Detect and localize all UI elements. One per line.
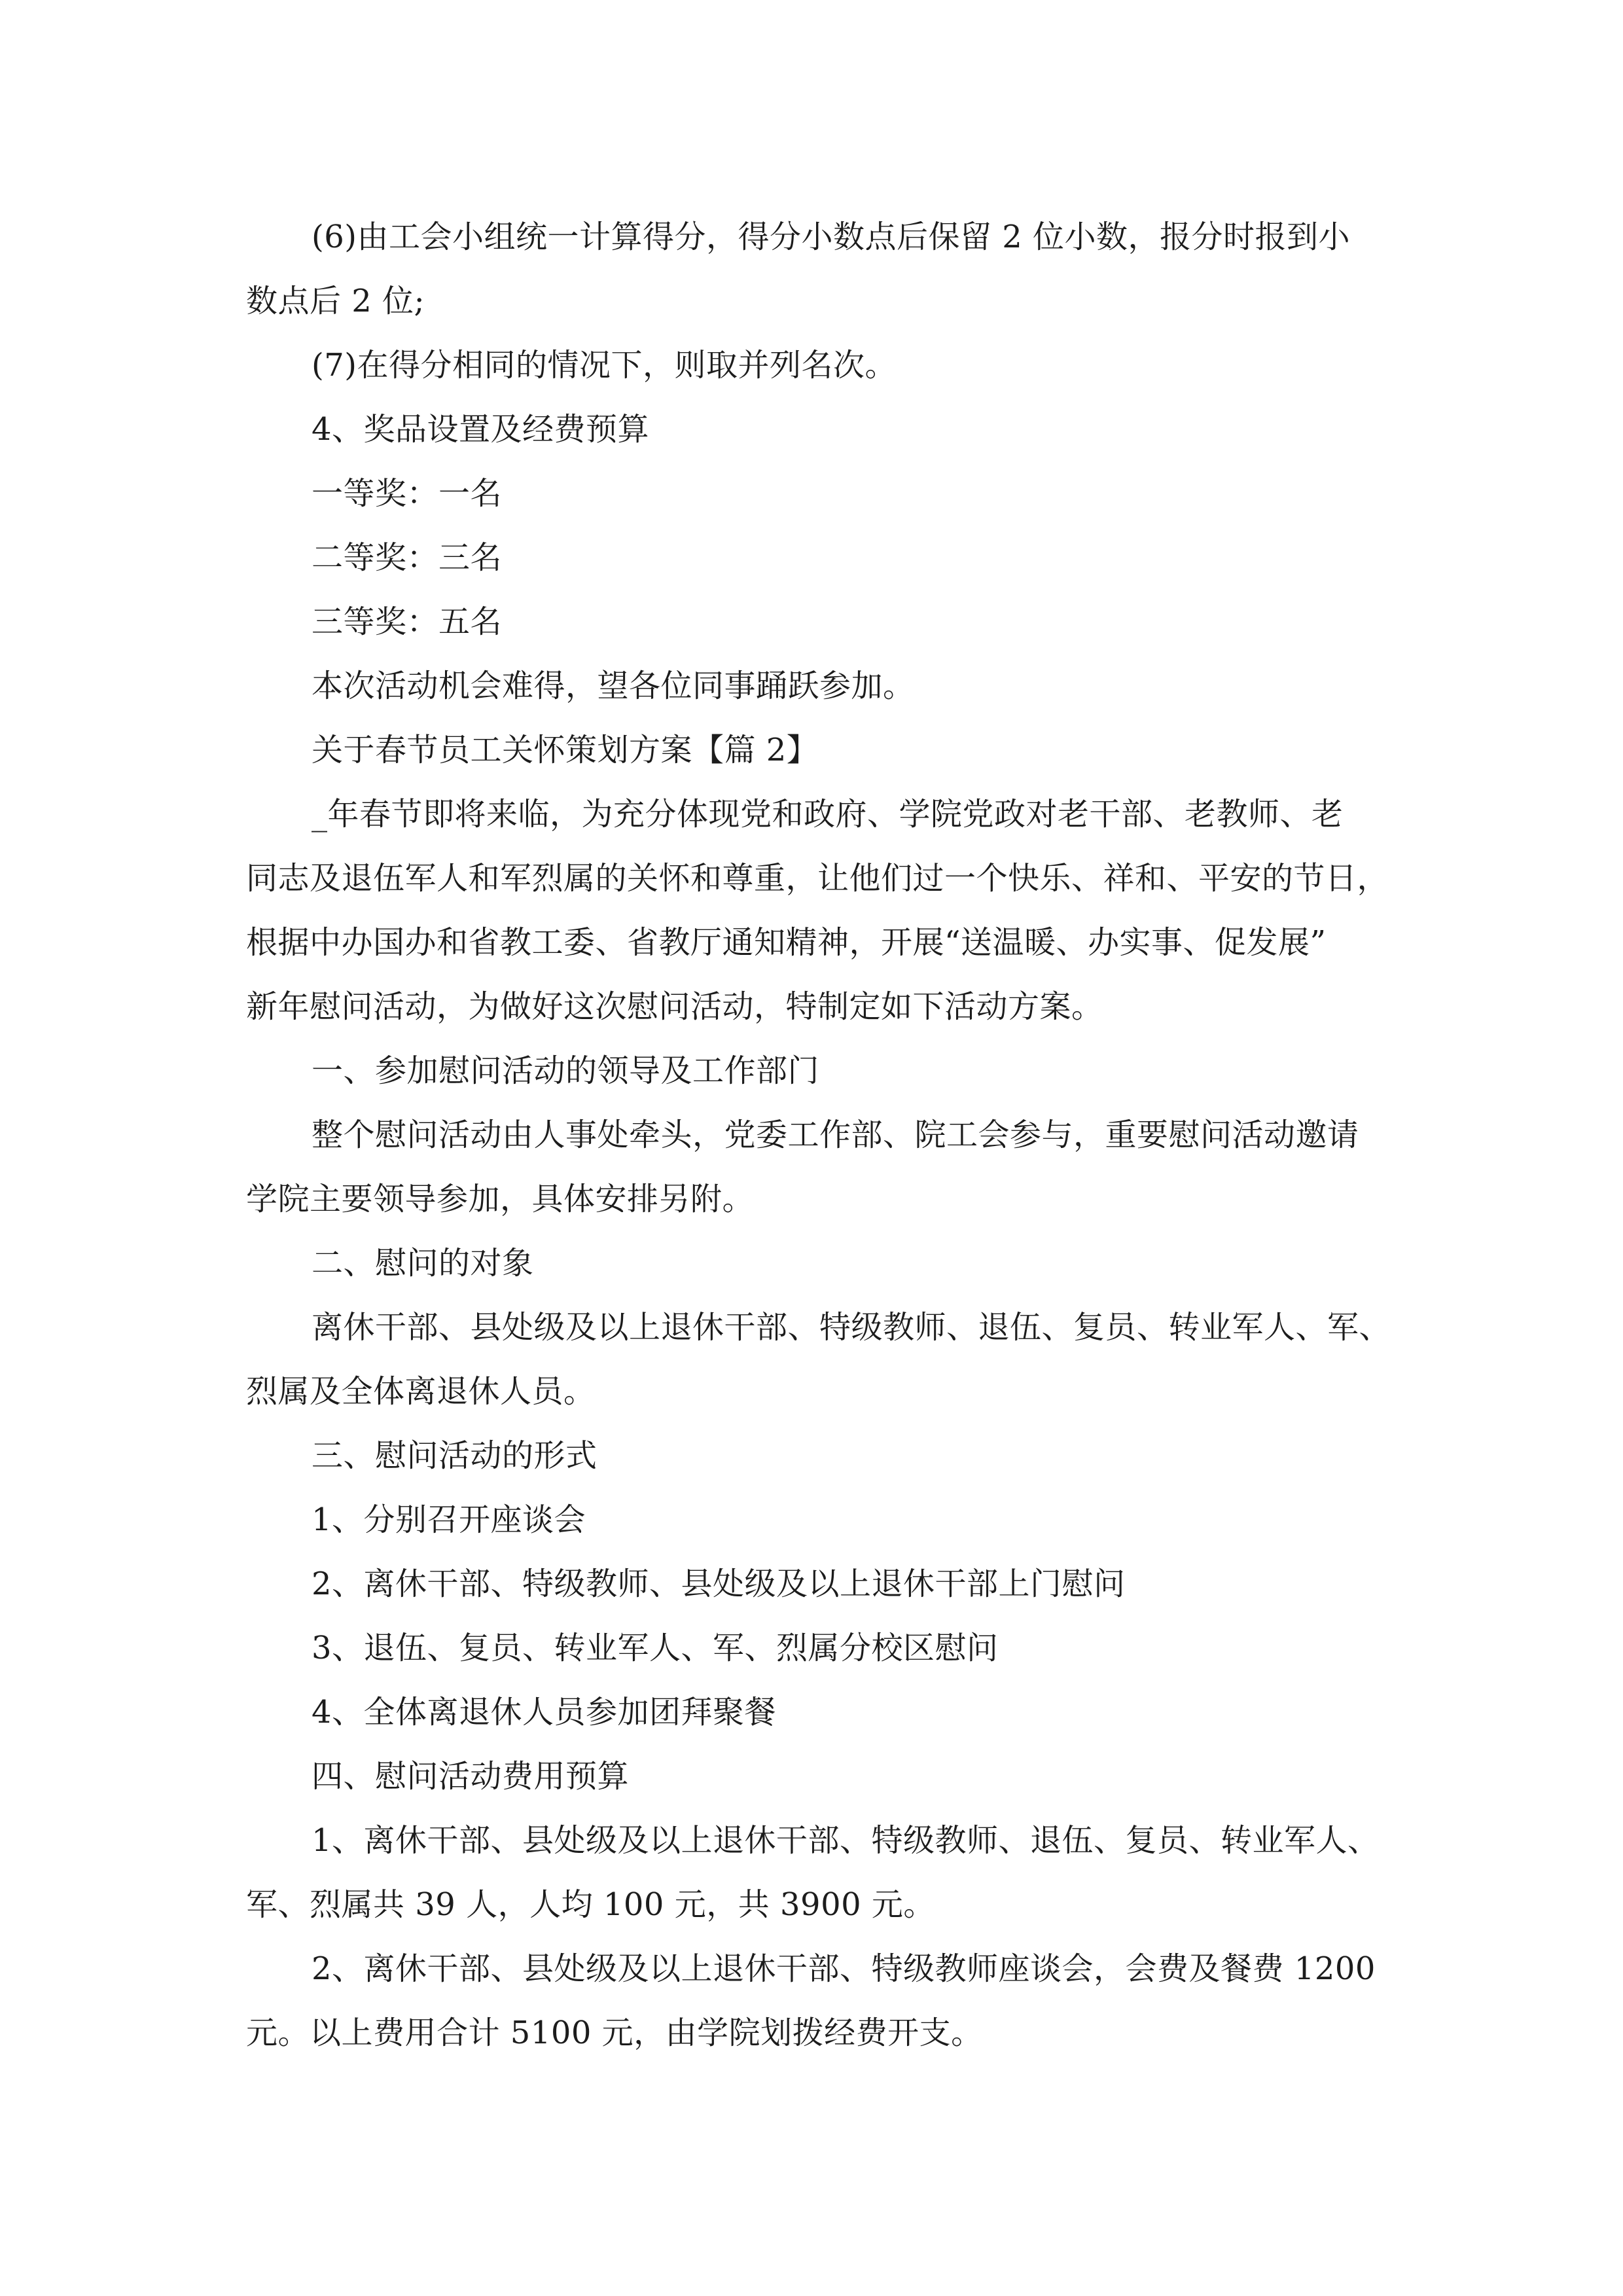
text-line: 2、离休干部、县处级及以上退休干部、特级教师座谈会，会费及餐费 1200 bbox=[312, 1950, 1376, 1987]
text-line: 本次活动机会难得，望各位同事踊跃参加。 bbox=[312, 668, 915, 704]
paragraph bbox=[246, 1744, 1385, 1808]
text-line: 3、退伍、复员、转业军人、军、烈属分校区慰问 bbox=[312, 1630, 999, 1666]
paragraph bbox=[246, 461, 1385, 526]
text-line: 关于春节员工关怀策划方案【篇 2】 bbox=[312, 732, 819, 768]
text-line: 1、分别召开座谈会 bbox=[312, 1501, 586, 1538]
text-line: 一等奖：一名 bbox=[312, 475, 503, 512]
text-line: 三等奖：五名 bbox=[312, 603, 503, 640]
paragraph bbox=[246, 1488, 1385, 1552]
text-line: 数点后 2 位; bbox=[246, 283, 425, 319]
text-line: 一、参加慰问活动的领导及工作部门 bbox=[312, 1052, 820, 1089]
text-line: 烈属及全体离退休人员。 bbox=[246, 1373, 596, 1410]
paragraph bbox=[246, 1616, 1385, 1680]
paragraph bbox=[246, 1552, 1385, 1616]
text-line: (6)由工会小组统一计算得分，得分小数点后保留 2 位小数，报分时报到小 bbox=[312, 219, 1351, 255]
text-line: 根据中办国办和省教工委、省教厅通知精神，开展“送温暖、办实事、促发展” bbox=[246, 924, 1327, 961]
text-line: 新年慰问活动，为做好这次慰问活动，特制定如下活动方案。 bbox=[246, 988, 1103, 1025]
text-line: 同志及退伍军人和军烈属的关怀和尊重，让他们过一个快乐、祥和、平安的节日， bbox=[246, 860, 1389, 897]
text-line: 4、全体离退休人员参加团拜聚餐 bbox=[312, 1694, 777, 1731]
paragraph bbox=[246, 1680, 1385, 1744]
paragraph bbox=[246, 526, 1385, 590]
paragraph bbox=[246, 1039, 1385, 1103]
paragraph bbox=[246, 1103, 1385, 1231]
paragraph bbox=[246, 718, 1385, 782]
document-body bbox=[246, 205, 1391, 2065]
text-line: 离休干部、县处级及以上退休干部、特级教师、退伍、复员、转业军人、军、 bbox=[312, 1309, 1391, 1346]
paragraph bbox=[246, 1424, 1385, 1488]
paragraph bbox=[246, 590, 1385, 654]
paragraph bbox=[246, 333, 1385, 397]
paragraph bbox=[246, 1231, 1385, 1295]
paragraph bbox=[246, 1937, 1385, 2065]
text-line: 学院主要领导参加，具体安排另附。 bbox=[246, 1181, 755, 1217]
paragraph bbox=[246, 205, 1385, 333]
text-line: 二等奖：三名 bbox=[312, 539, 503, 576]
text-line: (7)在得分相同的情况下，则取并列名次。 bbox=[312, 347, 897, 384]
text-line: 整个慰问活动由人事处牵头，党委工作部、院工会参与，重要慰问活动邀请 bbox=[312, 1117, 1359, 1153]
paragraph bbox=[246, 654, 1385, 718]
paragraph bbox=[246, 1295, 1391, 1424]
text-line: 四、慰问活动费用预算 bbox=[312, 1758, 630, 1795]
text-line: 二、慰问的对象 bbox=[312, 1245, 534, 1282]
text-line: _年春节即将来临，为充分体现党和政府、学院党政对老干部、老教师、老 bbox=[312, 796, 1344, 833]
text-line: 2、离休干部、特级教师、县处级及以上退休干部上门慰问 bbox=[312, 1566, 1126, 1602]
paragraph bbox=[246, 1808, 1385, 1937]
paragraph bbox=[246, 782, 1389, 1039]
paragraph bbox=[246, 397, 1385, 461]
text-line: 元。以上费用合计 5100 元，由学院划拨经费开支。 bbox=[246, 2015, 983, 2051]
text-line: 军、烈属共 39 人，人均 100 元，共 3900 元。 bbox=[246, 1886, 935, 1923]
text-line: 1、离休干部、县处级及以上退休干部、特级教师、退伍、复员、转业军人、 bbox=[312, 1822, 1380, 1859]
text-line: 4、奖品设置及经费预算 bbox=[312, 411, 650, 448]
text-line: 三、慰问活动的形式 bbox=[312, 1437, 597, 1474]
